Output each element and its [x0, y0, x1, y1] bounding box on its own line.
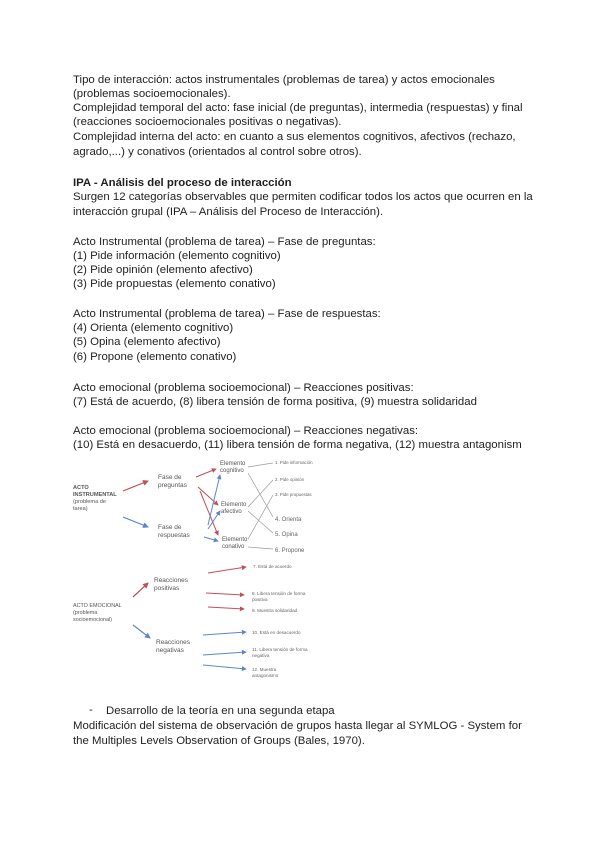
category-1: 1. Pide información [275, 460, 313, 465]
bullet-dash: - [89, 704, 93, 716]
connector-line [248, 463, 273, 467]
connector-line [248, 511, 273, 533]
group-title: Acto emocional (problema socioemocional) – Reacciones positivas: [73, 382, 414, 394]
fase-respuestas-label: Fase de respuestas [158, 524, 190, 539]
ipa-diagram [68, 455, 358, 695]
category-10: 10. Está en desacuerdo [252, 630, 301, 635]
group-title: Acto Instrumental (problema de tarea) – Fase de preguntas: [73, 236, 376, 248]
category-3: 3. Pide propuestas [275, 492, 312, 497]
arrow-respuestas-cognitivo [208, 475, 220, 525]
list-item: (5) Opina (elemento afectivo) [73, 336, 221, 348]
fase-preguntas-label: Fase de preguntas [158, 474, 187, 489]
category-12: 12. Muestra antagonismo [252, 667, 279, 678]
ipa-text: interacción grupal (IPA – Análisis del Proceso de Interacción). [73, 206, 384, 218]
arrow-negativas-11 [203, 652, 246, 655]
connector-line [248, 547, 273, 549]
reacciones-positivas-label: Reacciones positivas [154, 577, 188, 592]
acto-instrumental-label: ACTO INSTRUMENTAL (problema de tarea) [73, 485, 117, 512]
arrow-to-negativas [133, 625, 150, 638]
connector-line [248, 495, 273, 539]
intro-line: (problemas socioemocionales). [73, 88, 231, 100]
section-heading: IPA - Análisis del proceso de interacción [73, 177, 292, 189]
arrow-respuestas-conativo [204, 537, 218, 541]
acto-emocional-label: ACTO EMOCIONAL (problema socioemocional) [73, 603, 122, 623]
list-item: (7) Está de acuerdo, (8) libera tensión de forma positiva, (9) muestra solidaridad [73, 396, 477, 408]
bullet-text: Desarrollo de la teoría en una segunda etapa [106, 705, 335, 717]
category-7: 7. Está de acuerdo [253, 564, 292, 569]
list-item: (4) Orienta (elemento cognitivo) [73, 322, 234, 334]
list-item: (10) Está en desacuerdo, (11) libera tensión de forma negativa, (12) muestra antagonism [73, 439, 522, 451]
arrow-negativas-10 [203, 632, 246, 635]
reacciones-negativas-label: Reacciones negativas [156, 639, 190, 654]
list-item: (3) Pide propuestas (elemento conativo) [73, 278, 276, 290]
elemento-afectivo-label: Elemento afectivo [221, 502, 247, 515]
connector-line [248, 480, 273, 507]
category-9: 9. Muestra solidaridad [252, 608, 298, 613]
intro-line: agrado,...) y conativos (orientados al control sobre otros). [73, 146, 362, 158]
list-item: (1) Pide información (elemento cognitivo) [73, 250, 281, 262]
group-title: Acto Instrumental (problema de tarea) – Fase de respuestas: [73, 308, 381, 320]
category-6: 6. Propone [275, 548, 305, 554]
closing-text: the Multiples Levels Observation of Groups (Bales, 1970). [73, 735, 365, 747]
arrow-positivas-9 [208, 607, 244, 609]
ipa-text: Surgen 12 categorías observables que permiten codificar todos los actos que ocurren en la [73, 191, 533, 203]
connector-line [248, 473, 273, 517]
elemento-cognitivo-label: Elemento cognitivo [220, 461, 246, 474]
list-item: (6) Propone (elemento conativo) [73, 351, 237, 363]
category-5: 5. Opina [275, 532, 298, 538]
intro-line: Complejidad interna del acto: en cuanto a sus elementos cognitivos, afectivos (rechazo, [73, 131, 516, 143]
elemento-conativo-label: Elemento conativo [222, 537, 248, 550]
category-11: 11. Libera tensión de forma negativa [252, 647, 308, 658]
arrow-negativas-12 [203, 665, 246, 669]
category-8: 8. Libera tensión de forma positiva [252, 591, 306, 602]
arrow-positivas-7 [208, 567, 246, 573]
group-title: Acto emocional (problema socioemocional) – Reacciones negativas: [73, 425, 419, 437]
intro-line: (reacciones socioemocionales positivas o negativas). [73, 116, 342, 128]
intro-line: Complejidad temporal del acto: fase inicial (de preguntas), intermedia (respuestas) y final [73, 102, 523, 114]
list-item: (2) Pide opinión (elemento afectivo) [73, 264, 253, 276]
arrow-preguntas-cognitivo [196, 469, 216, 477]
closing-text: Modificación del sistema de observación de grupos hasta llegar al SYMLOG - System for [73, 720, 522, 732]
category-2: 2. Pide opinión [275, 477, 305, 482]
arrow-positivas-8 [206, 593, 244, 595]
category-4: 4. Orienta [275, 517, 302, 523]
arrow-to-preguntas [123, 481, 148, 491]
arrow-to-respuestas [123, 517, 148, 527]
intro-line: Tipo de interacción: actos instrumentales (problemas de tarea) y actos emocionales [73, 74, 495, 86]
arrow-to-positivas [133, 583, 148, 597]
